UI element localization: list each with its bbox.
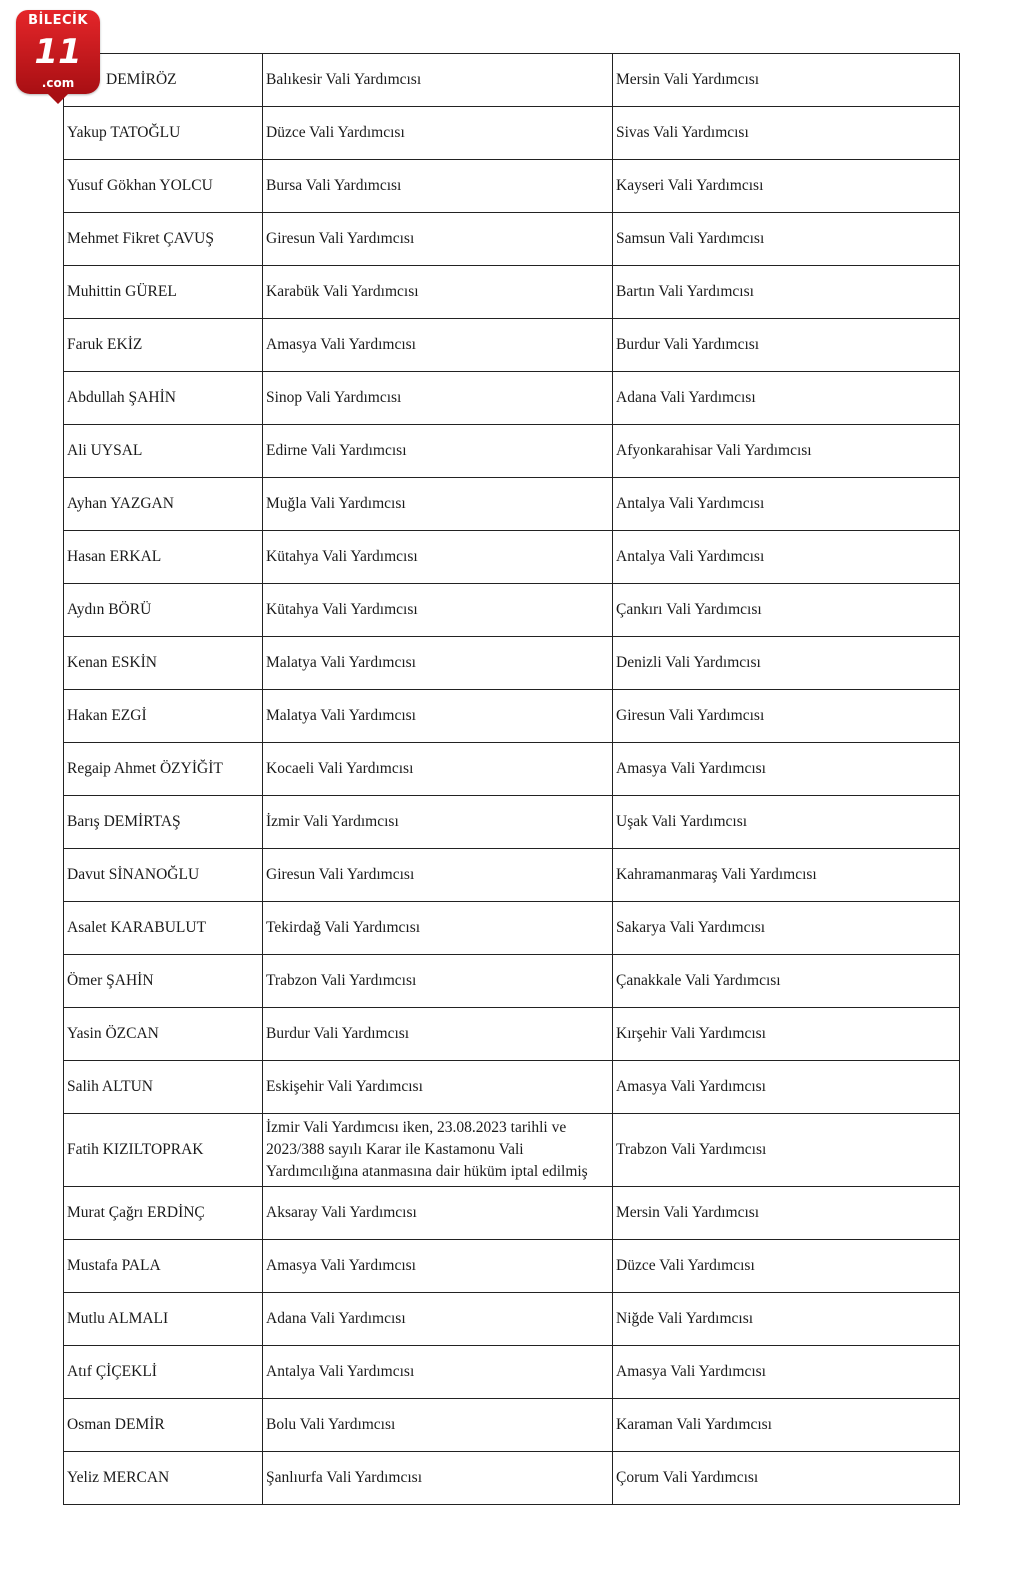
previous-position-cell: Trabzon Vali Yardımcısı <box>263 955 613 1008</box>
new-position-cell: Burdur Vali Yardımcısı <box>613 319 960 372</box>
person-name-cell: Yasin ÖZCAN <box>64 1008 263 1061</box>
previous-position-cell: Kütahya Vali Yardımcısı <box>263 584 613 637</box>
previous-position-cell: Giresun Vali Yardımcısı <box>263 213 613 266</box>
new-position-cell: Afyonkarahisar Vali Yardımcısı <box>613 425 960 478</box>
person-name-cell: Barış DEMİRTAŞ <box>64 796 263 849</box>
new-position-cell: Bartın Vali Yardımcısı <box>613 266 960 319</box>
previous-position-cell: Kocaeli Vali Yardımcısı <box>263 743 613 796</box>
previous-position-cell: Giresun Vali Yardımcısı <box>263 849 613 902</box>
new-position-cell: Giresun Vali Yardımcısı <box>613 690 960 743</box>
new-position-cell: Niğde Vali Yardımcısı <box>613 1293 960 1346</box>
person-name-cell: Faruk EKİZ <box>64 319 263 372</box>
table-row <box>64 902 960 955</box>
new-position-cell: Kırşehir Vali Yardımcısı <box>613 1008 960 1061</box>
previous-position-cell: İzmir Vali Yardımcısı <box>263 796 613 849</box>
new-position-cell: Düzce Vali Yardımcısı <box>613 1240 960 1293</box>
person-name-cell: Aydın BÖRÜ <box>64 584 263 637</box>
table-row <box>64 107 960 160</box>
new-position-cell: Amasya Vali Yardımcısı <box>613 1346 960 1399</box>
previous-position-cell: İzmir Vali Yardımcısı iken, 23.08.2023 tarihli ve 2023/388 sayılı Karar ile Kastamonu Vali Yardımcılığına atanmasına dair hüküm iptal edilmiş <box>263 1114 613 1187</box>
previous-position-cell: Malatya Vali Yardımcısı <box>263 690 613 743</box>
previous-position-cell: Bursa Vali Yardımcısı <box>263 160 613 213</box>
table-row <box>64 531 960 584</box>
table-row <box>64 584 960 637</box>
new-position-cell: Samsun Vali Yardımcısı <box>613 213 960 266</box>
new-position-cell: Antalya Vali Yardımcısı <box>613 478 960 531</box>
table-row <box>64 1240 960 1293</box>
person-name-cell: Mehmet Fikret ÇAVUŞ <box>64 213 263 266</box>
person-name-cell: Ayhan YAZGAN <box>64 478 263 531</box>
new-position-cell: Amasya Vali Yardımcısı <box>613 1061 960 1114</box>
person-name-cell: Muhittin GÜREL <box>64 266 263 319</box>
person-name-cell: Osman DEMİR <box>64 1399 263 1452</box>
logo-text-number: 11 <box>34 32 82 72</box>
table-row <box>64 1399 960 1452</box>
previous-position-cell: Düzce Vali Yardımcısı <box>263 107 613 160</box>
person-name-cell: Abdullah ŞAHİN <box>64 372 263 425</box>
table-body <box>64 54 960 1505</box>
new-position-cell: Trabzon Vali Yardımcısı <box>613 1114 960 1187</box>
person-name-cell: Ali UYSAL <box>64 425 263 478</box>
new-position-cell: Kayseri Vali Yardımcısı <box>613 160 960 213</box>
new-position-cell: Antalya Vali Yardımcısı <box>613 531 960 584</box>
logo-text-domain: .com <box>41 76 75 90</box>
person-name-cell: Atıf ÇİÇEKLİ <box>64 1346 263 1399</box>
previous-position-cell: Sinop Vali Yardımcısı <box>263 372 613 425</box>
table-row <box>64 743 960 796</box>
previous-position-cell: Amasya Vali Yardımcısı <box>263 319 613 372</box>
previous-position-cell: Eskişehir Vali Yardımcısı <box>263 1061 613 1114</box>
person-name-cell: Mutlu ALMALI <box>64 1293 263 1346</box>
person-name-cell: Regaip Ahmet ÖZYİĞİT <box>64 743 263 796</box>
person-name-cell: Ömer ŞAHİN <box>64 955 263 1008</box>
table-row <box>64 213 960 266</box>
new-position-cell: Çanakkale Vali Yardımcısı <box>613 955 960 1008</box>
previous-position-cell: Muğla Vali Yardımcısı <box>263 478 613 531</box>
new-position-cell: Mersin Vali Yardımcısı <box>613 54 960 107</box>
previous-position-cell: Aksaray Vali Yardımcısı <box>263 1187 613 1240</box>
new-position-cell: Sakarya Vali Yardımcısı <box>613 902 960 955</box>
person-name-cell: Hasan ERKAL <box>64 531 263 584</box>
table-row <box>64 637 960 690</box>
person-name-cell: Davut SİNANOĞLU <box>64 849 263 902</box>
table-row <box>64 1187 960 1240</box>
previous-position-cell: Edirne Vali Yardımcısı <box>263 425 613 478</box>
table-row <box>64 1114 960 1187</box>
table-row <box>64 425 960 478</box>
previous-position-cell: Şanlıurfa Vali Yardımcısı <box>263 1452 613 1505</box>
logo-text-top: BİLECİK <box>28 13 88 28</box>
new-position-cell: Mersin Vali Yardımcısı <box>613 1187 960 1240</box>
person-name-cell: Murat Çağrı ERDİNÇ <box>64 1187 263 1240</box>
new-position-cell: Adana Vali Yardımcısı <box>613 372 960 425</box>
table-row <box>64 1452 960 1505</box>
table-row <box>64 266 960 319</box>
new-position-cell: Çankırı Vali Yardımcısı <box>613 584 960 637</box>
new-position-cell: Çorum Vali Yardımcısı <box>613 1452 960 1505</box>
new-position-cell: Uşak Vali Yardımcısı <box>613 796 960 849</box>
person-name-cell: Yeliz MERCAN <box>64 1452 263 1505</box>
person-name-cell: DEMİRÖZ <box>64 54 263 107</box>
table-row <box>64 1008 960 1061</box>
person-name-cell: Kenan ESKİN <box>64 637 263 690</box>
table-row <box>64 54 960 107</box>
new-position-cell: Denizli Vali Yardımcısı <box>613 637 960 690</box>
table-row <box>64 1061 960 1114</box>
previous-position-cell: Burdur Vali Yardımcısı <box>263 1008 613 1061</box>
person-name-cell: Fatih KIZILTOPRAK <box>64 1114 263 1187</box>
previous-position-cell: Bolu Vali Yardımcısı <box>263 1399 613 1452</box>
table-row <box>64 1346 960 1399</box>
table-row <box>64 372 960 425</box>
appointments-table <box>63 53 960 1505</box>
previous-position-cell: Amasya Vali Yardımcısı <box>263 1240 613 1293</box>
previous-position-cell: Tekirdağ Vali Yardımcısı <box>263 902 613 955</box>
person-name-cell: Asalet KARABULUT <box>64 902 263 955</box>
new-position-cell: Kahramanmaraş Vali Yardımcısı <box>613 849 960 902</box>
table-row <box>64 319 960 372</box>
table-row <box>64 690 960 743</box>
person-name-cell: Salih ALTUN <box>64 1061 263 1114</box>
person-name-cell: Mustafa PALA <box>64 1240 263 1293</box>
table-row <box>64 160 960 213</box>
table-row <box>64 1293 960 1346</box>
person-name-cell: Yusuf Gökhan YOLCU <box>64 160 263 213</box>
previous-position-cell: Kütahya Vali Yardımcısı <box>263 531 613 584</box>
person-name-cell: Hakan EZGİ <box>64 690 263 743</box>
previous-position-cell: Adana Vali Yardımcısı <box>263 1293 613 1346</box>
new-position-cell: Sivas Vali Yardımcısı <box>613 107 960 160</box>
table-row <box>64 849 960 902</box>
new-position-cell: Karaman Vali Yardımcısı <box>613 1399 960 1452</box>
site-logo <box>16 10 100 94</box>
table-row <box>64 796 960 849</box>
person-name-cell: Yakup TATOĞLU <box>64 107 263 160</box>
new-position-cell: Amasya Vali Yardımcısı <box>613 743 960 796</box>
previous-position-cell: Balıkesir Vali Yardımcısı <box>263 54 613 107</box>
table-row <box>64 955 960 1008</box>
previous-position-cell: Malatya Vali Yardımcısı <box>263 637 613 690</box>
previous-position-cell: Antalya Vali Yardımcısı <box>263 1346 613 1399</box>
previous-position-cell: Karabük Vali Yardımcısı <box>263 266 613 319</box>
table-row <box>64 478 960 531</box>
